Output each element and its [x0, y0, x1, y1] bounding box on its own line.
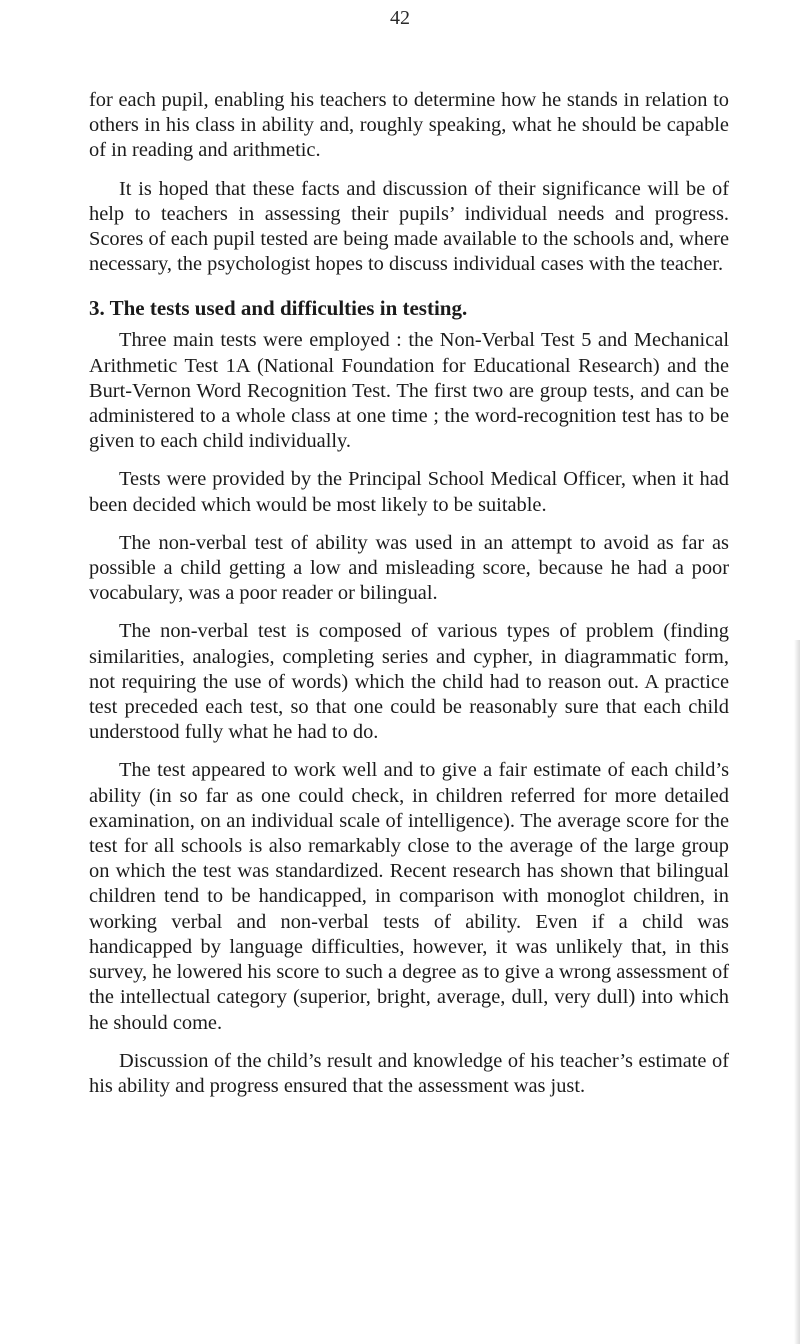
paragraph-three-tests: Three main tests were employed : the Non-Verbal Test 5 and Mechanical Arithmetic Test 1A (National Foundation for Educational Research) and the Burt-Vernon Word Recognition Test. The first two are group tests, and can be administered to a whole class at one time ; the word-recognition test has to be given to each child individually.: [89, 329, 729, 453]
paragraph-tests-provided: Tests were provided by the Principal School Medical Officer, when it had been decided which would be most likely to be suitable.: [89, 468, 729, 516]
section-heading-tests: 3. The tests used and difficulties in testing.: [89, 296, 468, 321]
paragraph-discussion: Discussion of the child’s result and knowledge of his teacher’s estimate of his ability and progress ensured that the assessment was just.: [89, 1049, 729, 1097]
paragraph-test-evaluation: The test appeared to work well and to give a fair estimate of each child’s ability (in so far as one could check, in children referred for more detailed examination, on an individual scale of intelligence). The average score for the test for all schools is also remarkably close to the average of the large group on which the test was standardized. Recent research has shown that bilingual children tend to be handicapped, in comparison with monoglot children, in working verbal and non-verbal tests of ability. Even if a child was handicapped by language difficulties, however, it was unlikely that, in this survey, he lowered his score to such a degree as to give a wrong assessment of the intellectual category (superior, bright, average, dull, very dull) into which he should come.: [89, 759, 729, 1034]
paragraph-non-verbal-purpose: The non-verbal test of ability was used in an attempt to avoid as far as possible a child getting a low and misleading score, because he had a poor vocabulary, was a poor reader or bilingual.: [89, 531, 729, 605]
paragraph-non-verbal-composition: The non-verbal test is composed of various types of problem (finding similarities, analogies, completing series and cypher, in diagrammatic form, not requiring the use of words) which the child had to reason out. A practice test preceded each test, so that one could be reasonably sure that each child understood fully what he had to do.: [89, 620, 729, 744]
page-edge-shadow: [794, 640, 800, 1344]
paragraph-assessment-help: It is hoped that these facts and discussion of their significance will be of help to teachers in assessing their pupils’ individual needs and progress. Scores of each pupil tested are being made available to the schools and, where necessary, the psychologist hopes to discuss individual cases with the teacher.: [89, 177, 729, 276]
page-body: [89, 88, 729, 1112]
page-number: 42: [390, 7, 410, 29]
paragraph-continuation: for each pupil, enabling his teachers to determine how he stands in relation to others in his class in ability and, roughly speaking, what he should be capable of in reading and arithmetic.: [89, 89, 729, 162]
